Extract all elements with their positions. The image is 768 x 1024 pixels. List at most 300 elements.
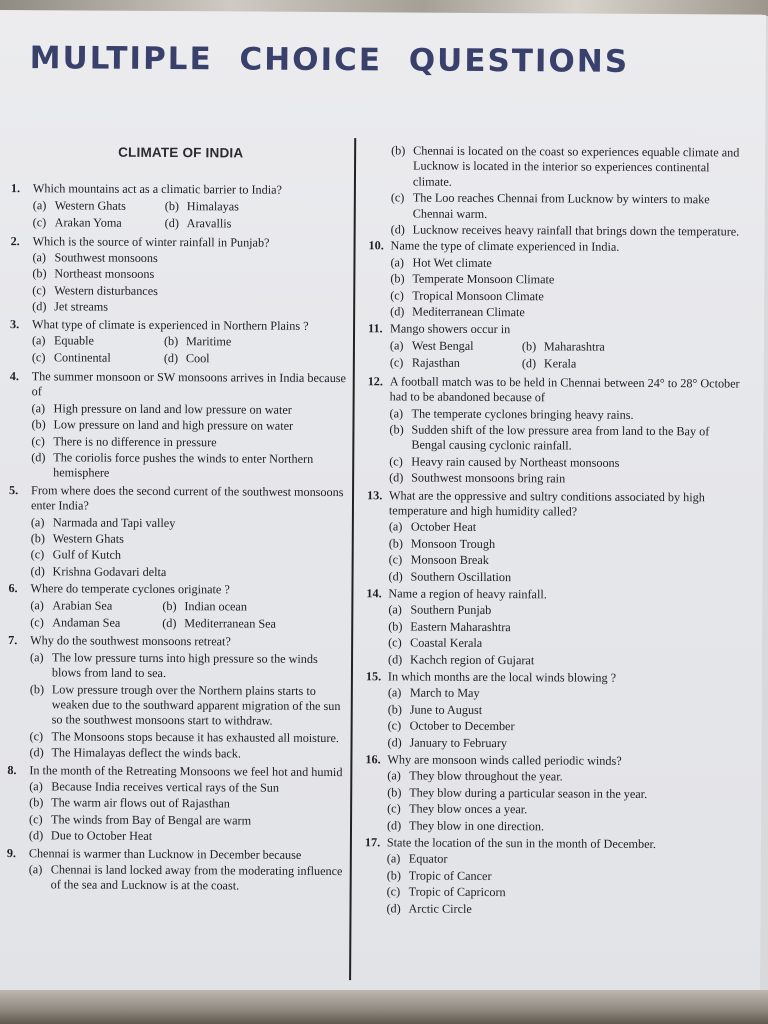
options-list <box>367 406 739 488</box>
question-text: What are the oppressive and sultry conditions associated by high temperature and high humidity called? <box>388 487 705 519</box>
option-label: (b) <box>388 536 404 551</box>
question-number: 9. <box>6 845 17 860</box>
answer-option <box>30 598 162 614</box>
options-row <box>30 614 348 633</box>
answer-option <box>388 619 738 637</box>
question-item <box>366 586 738 669</box>
photo-background-bottom <box>0 990 768 1024</box>
option-label: (a) <box>386 851 401 866</box>
question-text: State the location of the sun in the month of December. <box>386 835 657 852</box>
answer-option <box>33 215 165 231</box>
option-text: Low pressure trough over the Northern plains starts to weaken due to the southward apparent migration of the sun so the southwest monsoons start to withdraw. <box>51 681 341 729</box>
answer-option <box>389 422 739 455</box>
option-label: (d) <box>388 568 403 584</box>
question-number: 6. <box>8 581 18 596</box>
question-text: Why do the southwest monsoons retreat? <box>30 633 231 649</box>
option-text: Sudden shift of the low pressure area from land to the Bay of Bengal causing cyclonic rainfall. <box>411 422 710 453</box>
option-label: (b) <box>32 266 47 281</box>
option-text: Heavy rain caused by Northeast monsoons <box>411 454 620 470</box>
option-label: (b) <box>386 868 401 883</box>
answer-option <box>390 356 522 372</box>
option-label: (d) <box>390 304 405 319</box>
option-text: Equator <box>408 851 448 867</box>
answer-option <box>388 719 738 737</box>
option-text: The coriolis force pushes the winds to enter Northern hemisphere <box>53 450 314 480</box>
option-label: (d) <box>163 351 179 366</box>
answer-option <box>30 682 348 730</box>
option-text: The Monsoons stops because it has exhausted all moisture. <box>51 729 339 745</box>
option-text: Coastal Kerala <box>410 635 483 651</box>
question-item <box>364 835 736 918</box>
book-page <box>0 10 766 1003</box>
option-text: The winds from Bay of Bengal are warm <box>51 812 252 828</box>
question-text: Mango showers occur in <box>390 321 511 337</box>
option-text: Low pressure on land and high pressure on water <box>53 417 294 433</box>
option-label: (b) <box>389 422 404 437</box>
question-stem <box>367 488 739 521</box>
option-label: (d) <box>164 216 179 231</box>
answer-option <box>389 454 739 472</box>
option-label: (b) <box>391 143 406 158</box>
answer-option <box>32 401 350 418</box>
option-label: (d) <box>388 651 403 667</box>
question-stem <box>7 763 347 780</box>
option-label: (c) <box>386 884 401 899</box>
answer-option <box>30 729 348 746</box>
option-text: They blow during a particular season in the year. <box>409 785 648 801</box>
answer-option <box>391 191 741 224</box>
option-label: (a) <box>387 768 401 783</box>
option-text: January to February <box>409 735 508 750</box>
option-label: (c) <box>31 350 46 365</box>
option-label: (a) <box>32 198 47 213</box>
option-text: Aravallis <box>186 216 232 231</box>
option-label: (c) <box>29 812 43 827</box>
question-text: In which months are the local winds blowing ? <box>387 669 617 685</box>
option-text: Western Ghats <box>52 531 124 546</box>
option-text: Chennai is located on the coast so experiences equable climate and Lucknow is located in the interior so experiences continental climate. <box>412 143 740 189</box>
answer-option <box>387 852 737 870</box>
option-text: The Loo reaches Chennai from Lucknow by winters to make Chennai warm. <box>412 190 710 221</box>
options-list <box>365 769 737 836</box>
option-label: (c) <box>390 288 404 303</box>
options-row <box>390 355 740 375</box>
option-label: (a) <box>30 597 44 612</box>
option-text: They blow throughout the year. <box>409 768 563 784</box>
question-number: 11. <box>368 321 383 336</box>
question-item <box>7 846 347 895</box>
option-label: (b) <box>387 785 402 800</box>
option-label: (b) <box>163 334 179 349</box>
option-label: (b) <box>390 271 405 286</box>
option-label: (a) <box>30 514 45 529</box>
option-text: June to August <box>409 702 483 717</box>
option-text: Southwest monsoons bring rain <box>411 470 566 486</box>
option-label: (b) <box>387 702 402 717</box>
option-label: (d) <box>389 470 404 485</box>
question-text: Which is the source of winter rainfall in Punjab? <box>32 233 270 250</box>
question-item <box>10 317 350 369</box>
options-list <box>368 255 740 322</box>
question-number: 14. <box>366 586 382 601</box>
option-text: Southwest monsoons <box>54 250 158 265</box>
answer-option <box>522 339 605 355</box>
option-text: They blow onces a year. <box>409 801 528 817</box>
question-text: The summer monsoon or SW monsoons arrives in India because of <box>31 369 347 399</box>
option-text: Mediterranean Climate <box>412 304 525 320</box>
answer-option <box>387 802 737 820</box>
left-question-list <box>7 181 351 895</box>
answer-option <box>164 334 231 350</box>
option-label: (c) <box>30 547 45 562</box>
option-text: Because India receives vertical rays of the Sun <box>51 779 280 795</box>
answer-option <box>29 828 347 845</box>
option-text: The low pressure turns into high pressure so the winds blows from land to sea. <box>51 650 318 681</box>
option-label: (b) <box>30 531 46 546</box>
option-text: Equable <box>53 333 94 348</box>
question-stem <box>7 846 347 863</box>
answer-option <box>29 862 347 895</box>
option-label: (b) <box>162 598 177 613</box>
option-label: (d) <box>521 356 537 371</box>
option-label: (b) <box>521 339 537 354</box>
options-list <box>7 650 348 763</box>
question-stem <box>366 586 738 604</box>
option-text: Western disturbances <box>54 283 158 298</box>
options-row <box>30 597 348 616</box>
option-label: (b) <box>29 681 45 696</box>
question-number: 2. <box>10 233 20 248</box>
option-text: Arakan Yoma <box>54 215 122 230</box>
option-label: (c) <box>30 615 44 630</box>
option-label: (d) <box>390 222 405 237</box>
answer-option <box>30 615 162 631</box>
option-text: They blow in one direction. <box>408 818 545 833</box>
question-item <box>366 488 739 587</box>
option-label: (d) <box>28 828 44 843</box>
answer-option <box>390 338 522 354</box>
answer-option <box>388 636 738 654</box>
options-list <box>366 520 738 587</box>
option-text: Tropic of Cancer <box>408 868 492 883</box>
option-text: Continental <box>53 350 111 366</box>
question-stem <box>366 669 738 687</box>
answer-option <box>391 143 741 191</box>
question-item <box>368 239 740 322</box>
answer-option <box>387 885 737 903</box>
question-stem <box>11 234 351 251</box>
option-text: Due to October Heat <box>50 828 153 844</box>
option-text: Maritime <box>185 334 232 349</box>
question-item <box>368 322 740 374</box>
question-item <box>365 669 737 752</box>
question-stem <box>11 181 351 198</box>
answer-option <box>391 222 741 240</box>
option-text: Lucknow receives heavy rainfall that brings down the temperature. <box>412 222 740 239</box>
answer-option <box>387 735 737 753</box>
right-question-list <box>364 239 740 919</box>
option-text: Kachch region of Gujarat <box>409 652 535 667</box>
option-label: (a) <box>29 779 43 794</box>
answer-option <box>388 702 738 720</box>
options-list <box>10 332 350 369</box>
answer-option <box>31 548 349 565</box>
question-item <box>367 374 740 488</box>
question-item <box>365 752 737 835</box>
options-row <box>33 197 351 216</box>
question-text: Chennai is warmer than Lucknow in December because <box>28 845 302 862</box>
option-text: Chennai is land locked away from the moderating influence of the sea and Lucknow is at the coast. <box>50 862 343 893</box>
option-text: Tropical Monsoon Climate <box>412 288 544 303</box>
question-number: 1. <box>10 181 21 196</box>
option-label: (d) <box>386 818 402 833</box>
question-stem <box>368 322 740 340</box>
option-text: The warm air flows out of Rajasthan <box>51 795 230 811</box>
option-text: Monsoon Break <box>410 552 489 568</box>
question-text: Where do temperate cyclones originate ? <box>30 581 230 597</box>
option-label: (d) <box>386 901 401 916</box>
question-stem <box>8 581 348 598</box>
option-label: (b) <box>164 198 180 213</box>
options-row <box>33 214 351 233</box>
page-heading: MULTIPLE CHOICE QUESTIONS <box>29 40 630 80</box>
answer-option <box>390 272 740 290</box>
question-text: Name a region of heavy rainfall. <box>388 586 547 602</box>
answer-option <box>390 255 740 273</box>
option-text: The Himalayas deflect the winds back. <box>51 745 242 761</box>
option-label: (c) <box>387 801 401 816</box>
option-text: Rajasthan <box>411 355 460 371</box>
option-label: (c) <box>32 283 46 298</box>
option-text: Jet streams <box>54 299 109 314</box>
option-label: (d) <box>30 563 45 579</box>
options-list <box>11 197 351 234</box>
answer-option <box>29 745 347 762</box>
answer-option <box>387 868 737 886</box>
option-label: (c) <box>389 454 403 469</box>
options-list <box>9 515 349 582</box>
option-text: Western Ghats <box>54 198 126 213</box>
option-label: (d) <box>162 615 177 631</box>
question-stem <box>10 317 350 334</box>
question-item <box>9 483 350 582</box>
answer-option <box>162 599 247 615</box>
question-stem <box>365 835 737 853</box>
question-9-continued-options <box>369 143 742 240</box>
question-stem <box>10 369 350 402</box>
option-text: Mediterranean Sea <box>184 616 277 631</box>
question-item <box>11 181 351 233</box>
option-text: Himalayas <box>186 198 239 214</box>
option-label: (a) <box>388 519 403 534</box>
answer-option <box>390 304 740 322</box>
option-label: (a) <box>387 685 402 700</box>
answer-option <box>388 652 738 670</box>
answer-option <box>29 796 347 813</box>
answer-option <box>389 536 739 554</box>
question-text: A football match was to be held in Chennai between 24° to 28° October had to be abandoned because of <box>389 374 740 405</box>
option-label: (a) <box>28 862 43 877</box>
option-text: October Heat <box>410 519 477 535</box>
question-text: Name the type of climate experienced in India. <box>390 238 620 255</box>
option-label: (d) <box>31 450 46 465</box>
left-column <box>7 144 352 897</box>
question-number: 10. <box>368 238 384 253</box>
option-label: (b) <box>388 619 403 634</box>
answer-option <box>31 434 349 451</box>
option-label: (c) <box>32 215 47 230</box>
answer-option <box>32 333 164 349</box>
right-column <box>364 142 741 920</box>
question-item <box>7 763 347 846</box>
option-label: (a) <box>30 649 44 665</box>
options-list <box>8 597 348 634</box>
answer-option <box>32 299 350 316</box>
option-label: (c) <box>390 190 405 205</box>
option-label: (c) <box>388 552 403 567</box>
option-text: Indian ocean <box>184 598 248 614</box>
answer-option <box>389 520 739 538</box>
option-text: Narmada and Tapi valley <box>52 514 176 530</box>
option-label: (d) <box>32 299 47 314</box>
options-list <box>364 852 736 919</box>
option-text: March to May <box>409 685 480 701</box>
option-text: Kerala <box>543 356 577 371</box>
answer-option <box>387 785 737 803</box>
question-number: 3. <box>10 316 20 331</box>
answer-option <box>389 406 739 424</box>
option-label: (b) <box>31 417 46 432</box>
answer-option <box>32 250 350 267</box>
answer-option <box>31 515 349 532</box>
option-label: (c) <box>29 729 44 744</box>
answer-option <box>32 351 164 367</box>
question-text: Why are monsoon winds called periodic winds? <box>387 752 622 768</box>
options-list <box>368 337 740 374</box>
question-number: 8. <box>7 762 17 777</box>
option-text: There is no difference in pressure <box>53 433 217 449</box>
options-list <box>9 401 349 483</box>
option-text: October to December <box>409 718 515 734</box>
option-text: Tropic of Capricorn <box>408 884 506 900</box>
option-text: Arabian Sea <box>52 597 113 613</box>
question-number: 13. <box>367 487 383 502</box>
answer-option <box>30 650 348 683</box>
question-item <box>7 633 348 762</box>
answer-option <box>388 686 738 704</box>
question-text: What type of climate is experienced in Northern Plains ? <box>32 316 309 333</box>
option-label: (a) <box>31 400 46 415</box>
question-stem <box>9 483 349 516</box>
option-text: Southern Oscillation <box>410 569 512 584</box>
question-text: From where does the second current of the southwest monsoons enter India? <box>30 482 344 513</box>
option-text: Monsoon Trough <box>410 536 496 551</box>
option-text: Southern Punjab <box>410 602 492 618</box>
answer-option <box>33 198 165 214</box>
option-label: (a) <box>388 602 402 617</box>
answer-option <box>31 417 349 434</box>
question-item <box>10 234 350 317</box>
options-list <box>7 862 347 895</box>
option-text: Temperate Monsoon Climate <box>412 271 555 287</box>
option-text: Northeast monsoons <box>54 266 155 282</box>
answer-option <box>165 216 232 232</box>
option-text: Gulf of Kutch <box>52 547 122 563</box>
question-number: 15. <box>365 669 382 684</box>
answer-option <box>32 267 350 284</box>
answer-option <box>29 779 347 796</box>
options-row <box>390 337 740 357</box>
answer-option <box>387 769 737 787</box>
options-list <box>10 250 350 317</box>
option-label: (d) <box>387 735 402 750</box>
answer-option <box>387 818 737 836</box>
answer-option <box>32 283 350 300</box>
question-text: In the month of the Retreating Monsoons we feel hot and humid <box>29 762 343 779</box>
question-stem <box>369 239 741 257</box>
answer-option <box>522 356 577 372</box>
option-text: Arctic Circle <box>408 901 472 916</box>
option-text: Krishna Godavari delta <box>52 564 167 579</box>
question-number: 12. <box>367 373 384 389</box>
answer-option <box>162 616 276 632</box>
answer-option <box>29 812 347 829</box>
answer-option <box>165 199 239 215</box>
question-number: 4. <box>9 368 19 383</box>
question-item <box>8 581 348 633</box>
option-label: (d) <box>29 745 44 760</box>
question-text: Which mountains act as a climatic barrier to India? <box>32 181 283 198</box>
options-list <box>366 603 738 670</box>
option-label: (c) <box>388 635 402 650</box>
option-label: (c) <box>387 718 402 733</box>
answer-option <box>386 901 736 919</box>
option-label: (a) <box>389 338 404 353</box>
option-label: (c) <box>31 433 45 448</box>
option-text: High pressure on land and low pressure on water <box>53 401 292 417</box>
question-stem <box>368 374 740 407</box>
answer-option <box>31 564 349 581</box>
section-title: CLIMATE OF INDIA <box>118 144 244 161</box>
options-row <box>32 332 350 351</box>
option-text: West Bengal <box>411 338 474 353</box>
answer-option <box>388 603 738 621</box>
option-label: (a) <box>389 405 404 420</box>
option-label: (a) <box>31 333 46 348</box>
option-label: (c) <box>389 355 404 370</box>
answer-option <box>31 531 349 548</box>
question-number: 17. <box>364 835 381 850</box>
question-stem <box>365 752 737 770</box>
answer-option <box>390 288 740 306</box>
answer-option <box>388 569 738 587</box>
question-number: 16. <box>365 752 381 767</box>
option-label: (b) <box>29 795 44 810</box>
option-text: Maharashtra <box>543 339 605 354</box>
answer-option <box>389 471 739 489</box>
question-number: 7. <box>8 633 18 648</box>
question-item <box>9 369 350 483</box>
option-text: Eastern Maharashtra <box>410 619 511 634</box>
options-list <box>365 686 737 753</box>
question-stem <box>8 633 348 650</box>
option-text: Andaman Sea <box>52 615 121 630</box>
question-number: 5. <box>9 482 19 497</box>
option-text: Cool <box>185 351 210 366</box>
options-list <box>7 779 347 846</box>
option-label: (a) <box>390 255 405 270</box>
answer-option <box>164 351 210 367</box>
